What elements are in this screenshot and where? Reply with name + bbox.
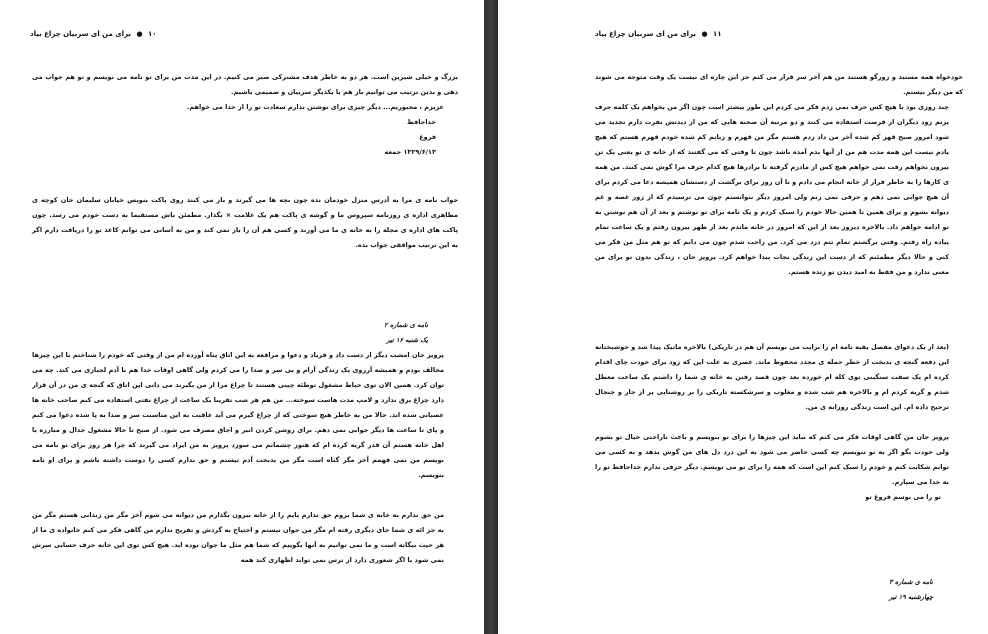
signature: فروغ [419, 133, 436, 141]
paragraph: پرویز جان من گاهی اوقات فکر می کنم که نباید این چیزها را برای تو بنویسم و باعث ناراحتی خیال تو بشوم ولی خودت بگو اگر به تو ننویسم چه کسی حاضر می شود به این درد دل های من گوش بدهد و به کسی می توانم شکایت کنم و خودم را سبک کنم این است که همه را برای تو می نویسم. دیگر حرفی ندارم خداحافظ تو را به خدا می سپارم. [595, 433, 949, 486]
letter-date: ۱۳۲۹/۶/۱۳ جمعه [384, 148, 436, 156]
letter-date: چهارشنبه ۱۹ تیر [889, 593, 933, 601]
letter-title: نامه ی شماره ۳ [889, 578, 933, 586]
bullet-icon: ● [136, 30, 143, 38]
running-title: برای من ای سربیان چراغ بیاد [595, 30, 697, 38]
paragraph: بزرگ و خیلی شیرین است. هر دو به خاطر هدف مشترکی صبر می کنیم. در این مدت من برای تو نامه می نویسم و تو هم جواب می دهی و بدین ترتیب می توانیم باز هم با یکدیگر سربیان و صمیمی باشیم. [32, 73, 458, 96]
closing-line: تو را می بوسم فروغ تو [865, 493, 941, 501]
letter-two-block [32, 318, 458, 583]
letter-three-heading [595, 575, 963, 605]
farewell: خداحافظ [406, 118, 436, 126]
letter-continuation [595, 70, 963, 505]
letter-date: یک شنبه ۱۶ تیر [386, 336, 428, 344]
paragraph: چند روزی بود با هیچ کس حرف نمی زدم فکر می کردم این طور بیشتر است چون اگر من بخواهم یک کلمه حرف بزنم زود دیگران از فرصت استفاده می کنند و دو مرتبه آن صحنه هایی که من از دیدنش نفرت دارم تجدید می شود امروز صبح قهر کم شده آخر من داد زدم هستم مگر من قهرم و زبانم کم شده خودم قهرم هستم که هیچ یادم نیست این همه مدت هم من از آنها بدم آمده باشد چون تا وقتی که می گفتند که از خانه ی تو یعنی یک تن بیرون نخواهم رفت نمی خواهم هیچ کس از مادرم گرفته تا برادرها هیچ کدام حرف مرا گوش نمی کنند. من همه ی کارها را به خاطر فرار از خانه انجام می دادم و تا آن روز برای برگشت از دستشان همیشه دعا می کردم برای آن هیچ جوابی نمی دهم و حرفی نمی زنم ولی امروز دیگر نتوانستم چون می ترسیدم که از زور غصه و غم دیوانه بشوم و برای همین تا همین حالا خودم را سبک کردم و یک نامه برای تو نوشتم و بعد از آن هم نوشتن به تو ادامه خواهم داد. بالاخره دیروز بعد از این که امروز در خانه ماندم بعد از ظهر بیرون رفتم و یک ساعت تمام پیاده راه رفتم. وقتی برگشتم تمام تنم درد می کرد. من راحت شدم چون می دانم که تو هم مثل من فکر می کنی و حالا دیگر مطمئنم که از دست این زندگی نجات پیدا خواهم کرد. پرویز جان ، زندگی بدون تو برای من معنی ندارد و من فقط به امید دیدن تو زنده هستم. [595, 103, 949, 276]
left-page [0, 0, 484, 634]
bullet-icon: ● [701, 30, 708, 38]
postscript-note [32, 193, 458, 253]
paragraph: (بعد از یک دعوای مفصل بقیه نامه ام را برایت می نویسم آن هم در تاریکی) بالاخره ماتیک پیدا شد و خوشبختانه این دفعه گنجه ی بدبخت از خطر حمله ی مجدد محفوظ ماند. عصری به علت این که زود برای خودت چای اقدام کرده ام یک سفت سنگینی توی کله ام خورده بعد چون قصد رفتن به خانه ی شما را داشتم یک ساعت معطل شدم و گریه کردم ام و بالاخره هم شب شده و مغلوب و سرشکسته تاریکی را بر روشنایی پر از جار و جنجال ترجیح داده ام. این است زندگی روزانه ی من. [595, 343, 949, 411]
paragraph: پرویز جان امشب دیگر از دست داد و فریاد و دعوا و مرافعه به این اتاق پناه آورده ام من از وقتی که خودم را شناختم با این چیزها مخالف بودم و همیشه آرزوی یک زندگی آرام و بی سر و صدا را می کردم ولی گاهی اوقات خدا هم با آدم لجبازی می کند. چه می توان کرد. همین الان توی حیاط مشغول توطئه چینی هستند تا چراغ مرا از من بگیرند می دانی این اتاق که گنجه ی من در آن قرار دارد چراغ برق ندارد و لامپ مدت هاست سوخته... من هم هر شب تقریبا یک ساعت از چراغ نفتی استفاده می کنم صاحب خانه ها عصبانی شده اند. حالا من به خاطر هیچ سوختی که از چراغ گیرم می آید عاقبت به این مناسبت سر و صدا به پا شده دعوا می کنم و پای تا ساعت ها دیگر جوابی نمی دهم. برای روشن کردن انبر و اجاق مصرف می شود. از صبح تا حالا مشغول جدال و مبارزه با اهل خانه هستم آن قدر گریه کرده ام که هنوز چشمانم می سوزد پرویز به من ایراد می گیرند که چرا هر روز برای تو نامه می نویسم من نمی فهمم آخر مگر گناه است مگر من بدبخت آدم نیستم و حق ندارم کسی را دوست داشته باشم و برای او نامه بنویسم. [32, 351, 444, 479]
left-page-header [30, 30, 157, 38]
letter-end-block [32, 70, 458, 160]
closing-line: عزیزم ، مجبوریم... دیگر چیزی برای نوشتن ندارم سعادت تو را از خدا می خواهم. [186, 103, 444, 111]
page-number: ۱۰ [148, 30, 157, 38]
paragraph: من حق ندارم به خانه ی شما بروم حق ندارم پایم را از خانه بیرون بگذارم من دیوانه می شوم آخر مگر من زندانی هستم مگر من به جز ائه ی شما جای دیگری رفته ام مگر من جوان نیستم و احتیاج به گردش و تفریح ندارم من گاهی فکر می کنم خانواده ی ما از هر حیث بیگانه است و ما نمی توانیم به آنها بگوییم که شما هم مثل ما جوان بوده اید. هیچ کس توی این خانه حرف حسابی سرش نمی شود یا اگر شعوری دارد از ترس نمی تواند اظهاری کند همه [32, 511, 444, 564]
running-title: برای من ای سربیان چراغ بیاد [30, 30, 132, 38]
right-page [498, 0, 988, 634]
paragraph: خودخواه همه مستبد و زورگو هستند من هم آخر سر قرار می کنم جز این چاره ای نیست یک وقت متوجه می شوند که من دیگر نیستم. [595, 73, 963, 96]
page-number: ۱۱ [713, 30, 722, 38]
right-page-header [595, 30, 722, 38]
book-gutter [484, 0, 498, 634]
paragraph: جواب نامه ی مرا به آدرس منزل خودمان نده چون بچه ها می گیرند و باز می کنند روی پاکت بنویس خیابان سلیمان خان کوچه ی مظاهری اداره ی روزنامه سپروس ما و گوشه ی پاکت هم یک علامت × بگذار. مطمئن باش مستقیما به دست خودم می رسد. چون پاکت های اداره ی مجله را به خانه ی ما می آورند و کسی هم آن را باز نمی کند و من به آسانی می توانم کاغذ تو را دریافت دارم اگر به این ترتیب موافقی جواب بده. [32, 196, 458, 249]
letter-title: نامه ی شماره ۲ [384, 321, 428, 329]
